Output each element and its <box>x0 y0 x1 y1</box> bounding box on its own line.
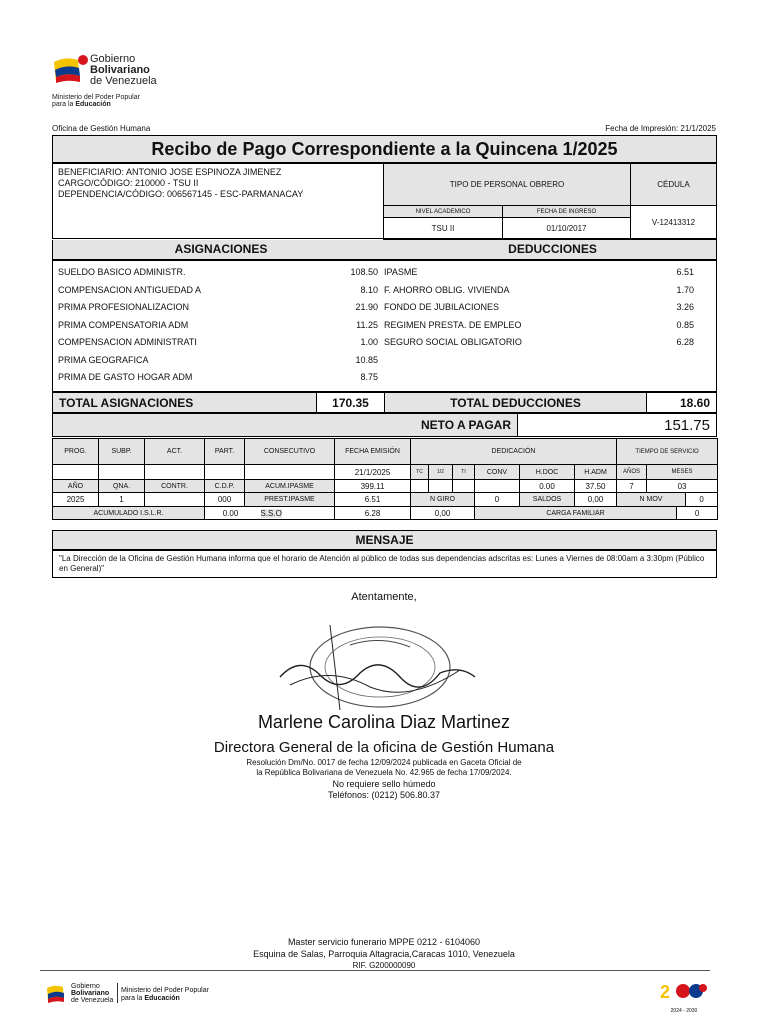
subp-header: SUBP. <box>99 439 145 465</box>
consecutivo-value <box>245 465 335 480</box>
qna-value: 1 <box>99 493 145 507</box>
total-asignaciones-label: TOTAL ASIGNACIONES <box>53 393 317 413</box>
nivel-value: TSU II <box>384 218 503 240</box>
acum-ipasme-header: ACUM.IPASME <box>245 480 335 493</box>
half-value <box>429 480 453 493</box>
deducciones-list <box>384 264 694 352</box>
personal-table <box>383 163 717 240</box>
tc-header: TC <box>411 465 429 480</box>
act-header: ACT. <box>145 439 205 465</box>
bicentennial-years: 2024 - 2030 <box>670 1008 698 1014</box>
part-header: PART. <box>205 439 245 465</box>
signature-stamp-icon <box>270 615 490 720</box>
list-item: PRIMA COMPENSATORIA ADM 11.25 <box>58 319 378 330</box>
saldos-header: SALDOS <box>520 493 575 507</box>
part-value <box>205 465 245 480</box>
acum-islr-cell <box>222 507 335 520</box>
ano-header: AÑO <box>53 480 99 493</box>
nmov-value: 0 <box>686 493 718 507</box>
cdp-value: 000 <box>205 493 245 507</box>
half-header: 1/2 <box>429 465 453 480</box>
footer-rif: RIF. G200000090 <box>352 961 416 970</box>
office-label: Oficina de Gestión Humana <box>52 124 151 133</box>
cedula-label: CÉDULA <box>631 164 717 206</box>
cargo: CARGO/CÓDIGO: 210000 - TSU II <box>58 178 199 188</box>
prest-ipasme-value: 6.51 <box>335 493 411 507</box>
qna-header: QNA. <box>99 480 145 493</box>
tiempo-servicio-header: TIEMPO DE SERVICIO <box>617 439 718 465</box>
svg-text:2: 2 <box>660 982 671 1002</box>
hadm-header: H.ADM <box>575 465 617 480</box>
carga-familiar-header: CARGA FAMILIAR <box>475 507 677 520</box>
neto-label: NETO A PAGAR <box>53 414 518 437</box>
footer-ministry-text: Ministerio del Poder Popular para la Educación <box>121 987 209 1002</box>
subp-value <box>99 465 145 480</box>
detail-grid <box>52 438 718 520</box>
dependencia: DEPENDENCIA/CÓDIGO: 006567145 - ESC-PARMANACAY <box>58 189 304 199</box>
total-deducciones-value: 18.60 <box>647 393 717 413</box>
government-logo-text: Gobierno Bolivariano de Venezuela <box>90 53 157 87</box>
deducciones-header: DEDUCCIONES <box>389 240 716 259</box>
list-item: PRIMA DE GASTO HOGAR ADM 8.75 <box>58 372 378 382</box>
total-deducciones-label: TOTAL DEDUCCIONES <box>385 393 647 413</box>
acum-ipasme-value: 399.11 <box>335 480 411 493</box>
sello-text: No requiere sello húmedo <box>332 779 436 789</box>
meses-value: 03 <box>647 480 718 493</box>
closing-text: Atentamente, <box>351 591 417 603</box>
fecha-emision-value: 21/1/2025 <box>335 465 411 480</box>
bicentennial-logo-icon <box>658 978 710 1008</box>
fecha-emision-header: FECHA EMISIÓN <box>335 439 411 465</box>
meses-header: MESES <box>647 465 718 480</box>
print-date: Fecha de Impresión: 21/1/2025 <box>605 124 716 133</box>
signer-name: Marlene Carolina Diaz Martinez <box>257 712 511 732</box>
resolucion-line-1: Resolución Dm/No. 0017 de fecha 12/09/2024 publicada en Gaceta Oficial de <box>246 758 522 767</box>
hdoc-header: H.DOC <box>520 465 575 480</box>
fecha-ingreso-label: FECHA DE INGRESO <box>502 206 630 218</box>
ministry-logo-text: Ministerio del Poder Popular para la Educación <box>52 94 140 108</box>
contact-text <box>0 779 768 801</box>
list-item: COMPENSACION ADMINISTRATI 1.00 <box>58 337 378 347</box>
employee-info <box>58 167 303 200</box>
conv-header: CONV <box>475 465 520 480</box>
neto-value: 151.75 <box>518 414 717 437</box>
resolucion-line-2: la República Bolivariana de Venezuela No. 42.965 de fecha 17/09/2024. <box>256 768 512 777</box>
prog-header: PROG. <box>53 439 99 465</box>
hdoc-value: 0.00 <box>520 480 575 493</box>
list-item: PRIMA GEOGRAFICA 10.85 <box>58 354 378 365</box>
sso-header: S.S.O <box>260 508 282 518</box>
list-item: REGIMEN PRESTA. DE EMPLEO 0.85 <box>384 319 694 330</box>
anos-value: 7 <box>617 480 647 493</box>
cedula-value: V-12413312 <box>631 206 717 240</box>
footer-flag-icon <box>46 982 70 1004</box>
cdp-header: C.D.P. <box>205 480 245 493</box>
list-item: SUELDO BASICO ADMINISTR. 108.50 <box>58 267 378 277</box>
neto-table <box>52 413 717 437</box>
footer-line-1: Master servicio funerario MPPE 0212 - 6104060 <box>287 937 481 947</box>
act-value <box>145 465 205 480</box>
list-item: SEGURO SOCIAL OBLIGATORIO 6.28 <box>384 337 694 347</box>
fecha-ingreso-value: 01/10/2017 <box>502 218 630 240</box>
anos-header: AÑOS <box>617 465 647 480</box>
venezuela-flag-icon <box>52 52 90 86</box>
hadm-value: 37.50 <box>575 480 617 493</box>
footer-logo-text: Gobierno Bolivariano de Venezuela <box>71 983 114 1004</box>
dedicacion-header: DEDICACIÓN <box>411 439 617 465</box>
totals-table <box>52 392 717 413</box>
tc-value <box>411 480 429 493</box>
asignaciones-list <box>58 264 378 387</box>
footer-logo-divider <box>117 983 118 1003</box>
consecutivo-header: CONSECUTIVO <box>245 439 335 465</box>
sso-value: 6.28 <box>335 507 411 520</box>
footer-line-2: Esquina de Salas, Parroquia Altagracia,Caracas 1010, Venezuela <box>253 949 515 959</box>
conv-value <box>475 480 520 493</box>
acum-islr-header: ACUMULADO I.S.L.R. <box>53 507 205 520</box>
footer-text <box>0 936 768 972</box>
acum-islr-value: 0.00 <box>222 508 239 518</box>
sso-extra-value: 0,00 <box>411 507 475 520</box>
telefonos-text: Teléfonos: (0212) 506.80.37 <box>327 790 441 800</box>
ngiro-value: 0 <box>475 493 520 507</box>
saldos-value: 0,00 <box>575 493 617 507</box>
signer-title: Directora General de la oficina de Gestión Humana <box>213 739 555 756</box>
ngiro-header: N GIRO <box>411 493 475 507</box>
beneficiario: BENEFICIARIO: ANTONIO JOSE ESPINOZA JIMENEZ <box>58 167 282 177</box>
tipo-personal: TIPO DE PERSONAL OBRERO <box>384 164 631 206</box>
asignaciones-header: ASIGNACIONES <box>53 240 389 259</box>
list-item: COMPENSACION ANTIGUEDAD A 8.10 <box>58 284 378 295</box>
footer-divider <box>40 970 710 971</box>
list-item: PRIMA PROFESIONALIZACION 21.90 <box>58 302 378 312</box>
list-item: IPASME 6.51 <box>384 267 694 277</box>
nmov-header: N MOV <box>617 493 686 507</box>
nivel-label: NIVEL ACADEMICO <box>384 206 503 218</box>
prog-value <box>53 465 99 480</box>
prest-ipasme-header: PREST.IPASME <box>245 493 335 507</box>
total-asignaciones-value: 170.35 <box>317 393 385 413</box>
document-title: Recibo de Pago Correspondiente a la Quincena 1/2025 <box>52 135 717 163</box>
carga-familiar-value: 0 <box>677 507 718 520</box>
resolucion-text <box>0 758 768 778</box>
ano-value: 2025 <box>53 493 99 507</box>
contr-value <box>145 493 205 507</box>
mensaje-header: MENSAJE <box>52 530 717 550</box>
contr-header: CONTR. <box>145 480 205 493</box>
list-item: F. AHORRO OBLIG. VIVIENDA 1.70 <box>384 284 694 295</box>
ti-header: TI <box>453 465 475 480</box>
ti-value <box>453 480 475 493</box>
list-item: FONDO DE JUBILACIONES 3.26 <box>384 302 694 312</box>
mensaje-text: "La Dirección de la Oficina de Gestión Humana informa que el horario de Atención al público de todas sus dependencias adscritas es: Lunes a Viernes de 08:00am a 3:30pm (Público en General)" <box>52 550 717 578</box>
